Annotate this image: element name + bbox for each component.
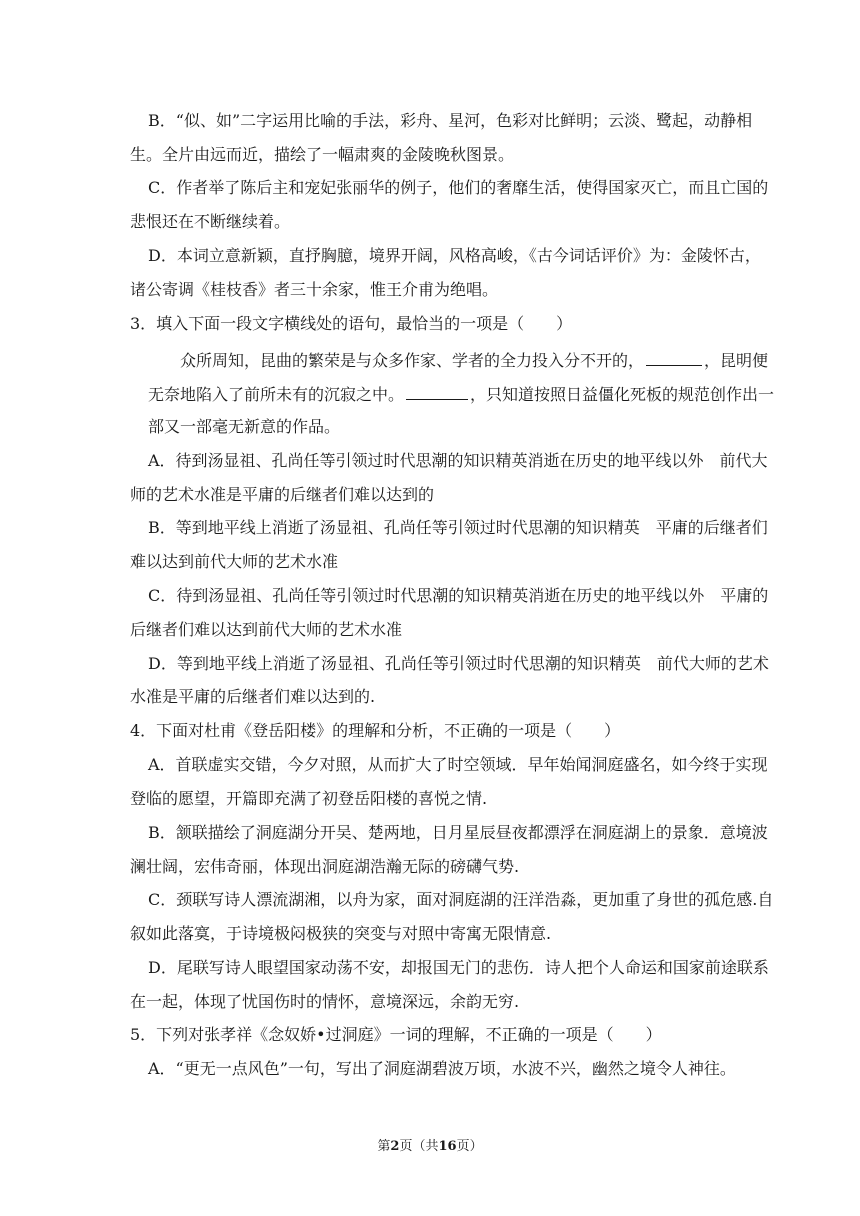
fill-blank-2	[406, 383, 468, 400]
q5-option-a-line1: A．“更无一点风色”一句，写出了洞庭湖碧波万顷，水波不兴，幽然之境令人神往。	[148, 1059, 736, 1078]
footer-mid: 页（共	[399, 1139, 439, 1154]
q3-option-d-line1: D．等到地平线上消逝了汤显祖、孔尚任等引领过时代思潮的知识精英 前代大师的艺术	[148, 654, 769, 673]
q3-passage-text-2a: 无奈地陷入了前所未有的沉寂之中。	[148, 385, 405, 404]
question-4-stem: 4．下面对杜甫《登岳阳楼》的理解和分析，不正确的一项是（ ）	[130, 721, 621, 740]
q3-option-a-line2: 师的艺术水准是平庸的后继者们难以达到的	[130, 485, 435, 504]
footer-prefix: 第	[377, 1139, 391, 1154]
question-3-stem: 3．填入下面一段文字横线处的语句，最恰当的一项是（ ）	[130, 314, 573, 333]
q3-option-c-line2: 后继者们难以达到前代大师的艺术水准	[130, 620, 403, 639]
q4-option-d-line1: D．尾联写诗人眼望国家动荡不安，却报国无门的悲伤．诗人把个人命运和国家前途联系	[148, 958, 769, 977]
page-footer	[0, 1138, 860, 1156]
q2-option-b-line1: B．“似、如”二字运用比喻的手法，彩舟、星河，色彩对比鲜明；云淡、鹭起，动静相	[148, 111, 753, 130]
fill-blank-1	[646, 349, 702, 366]
question-5-stem: 5．下列对张孝祥《念奴娇•过洞庭》一词的理解，不正确的一项是（ ）	[130, 1025, 662, 1044]
q2-option-b-line2: 生。全片由远而近，描绘了一幅肃爽的金陵晚秋图景。	[130, 145, 515, 164]
q3-option-c-line1: C．待到汤显祖、孔尚任等引领过时代思潮的知识精英消逝在历史的地平线以外 平庸的	[148, 586, 769, 605]
footer-page-number: 2	[390, 1139, 400, 1154]
q3-option-b-line2: 难以达到前代大师的艺术水准	[130, 552, 339, 571]
q2-option-d-line2: 诸公寄调《桂枝香》者三十余家，惟王介甫为绝唱。	[130, 280, 499, 299]
q2-option-c-line1: C．作者举了陈后主和宠妃张丽华的例子，他们的奢靡生活，使得国家灭亡，而且亡国的	[148, 178, 769, 197]
q2-option-c-line2: 悲恨还在不断继续着。	[130, 212, 291, 231]
footer-suffix: 页）	[456, 1139, 483, 1154]
q4-option-c-line1: C．颈联写诗人漂流湖湘，以舟为家，面对洞庭湖的汪洋浩淼，更加重了身世的孤危感.自	[148, 890, 774, 909]
q4-option-a-line2: 登临的愿望，开篇即充满了初登岳阳楼的喜悦之情.	[130, 789, 488, 808]
q3-option-a-line1: A．待到汤显祖、孔尚任等引领过时代思潮的知识精英消逝在历史的地平线以外 前代大	[148, 451, 768, 470]
q3-passage-text-1b: ，昆明便	[704, 351, 769, 370]
q3-passage-text-2b: ，只知道按照日益僵化死板的规范创作出一	[470, 385, 775, 404]
q3-passage-text-1a: 众所周知，昆曲的繁荣是与众多作家、学者的全力投入分不开的，	[180, 351, 645, 370]
q3-option-b-line1: B．等到地平线上消逝了汤显祖、孔尚任等引领过时代思潮的知识精英 平庸的后继者们	[148, 518, 768, 537]
q4-option-b-line2: 澜壮阔，宏伟奇丽，体现出洞庭湖浩瀚无际的磅礴气势.	[130, 857, 520, 876]
q4-option-d-line2: 在一起，体现了忧国伤时的情怀，意境深远，余韵无穷.	[130, 992, 520, 1011]
footer-total-pages: 16	[438, 1139, 457, 1154]
q4-option-c-line2: 叙如此落寞，于诗境极闷极狭的突变与对照中寄寓无限情意.	[130, 924, 552, 943]
q3-passage-line1	[180, 349, 768, 372]
q3-option-d-line2: 水准是平庸的后继者们难以达到的.	[130, 687, 376, 706]
q4-option-a-line1: A．首联虚实交错，今夕对照，从而扩大了时空领域．早年始闻洞庭盛名，如今终于实现	[148, 755, 768, 774]
q3-passage-line3: 部又一部毫无新意的作品。	[148, 417, 341, 436]
q3-passage-line2	[148, 383, 774, 406]
q2-option-d-line1: D．本词立意新颖，直抒胸臆，境界开阔，风格高峻，《古今词话评价》为：金陵怀古，	[148, 246, 761, 265]
q4-option-b-line1: B．颔联描绘了洞庭湖分开吴、楚两地，日月星辰昼夜都漂浮在洞庭湖上的景象．意境波	[148, 823, 768, 842]
